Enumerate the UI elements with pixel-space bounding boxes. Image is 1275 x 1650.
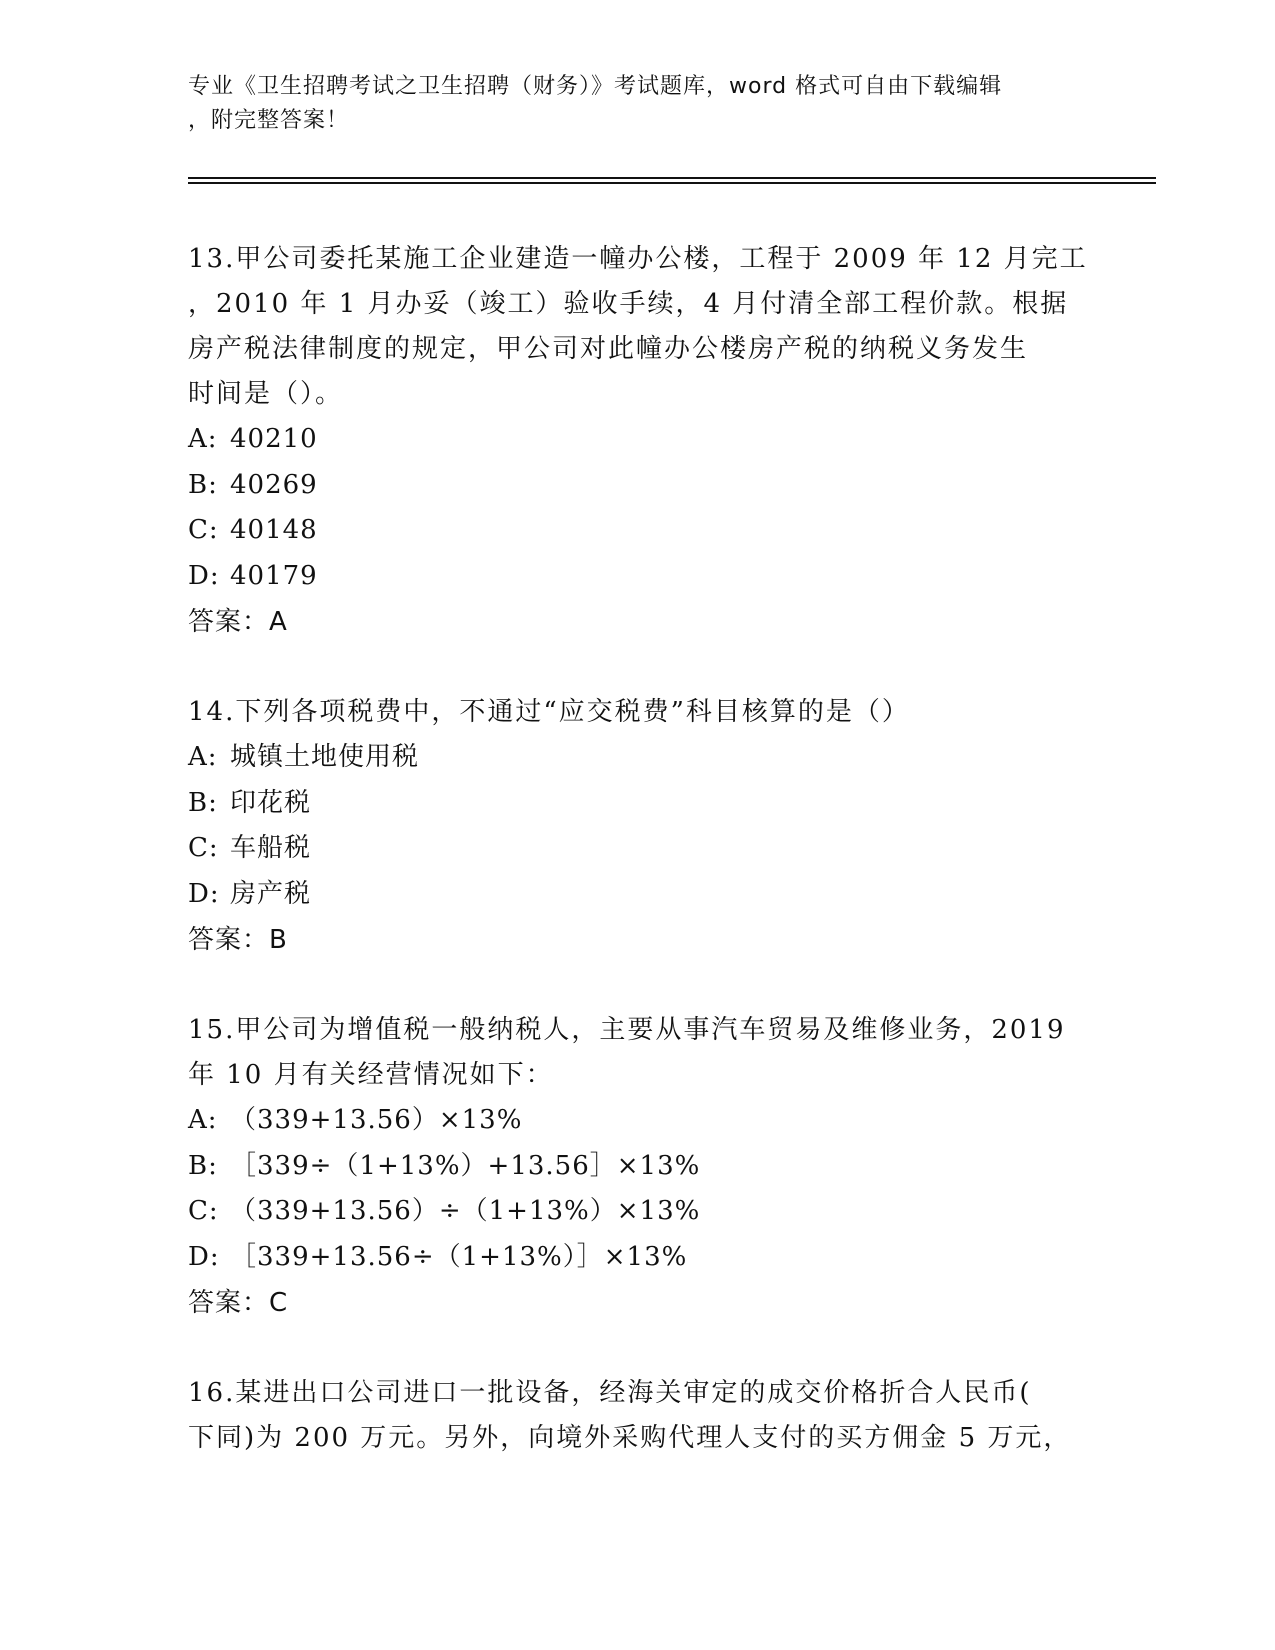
option-b <box>188 463 1088 509</box>
answer-text: 答案：B <box>188 925 288 955</box>
question-block <box>188 1008 1088 1326</box>
option-text: 40179 <box>230 560 318 591</box>
document-header <box>188 70 1088 138</box>
question-line: 14.下列各项税费中，不通过“应交税费”科目核算的是（） <box>188 697 910 727</box>
option-text: 40269 <box>230 469 318 500</box>
question-line: 15.甲公司为增值税一般纳税人，主要从事汽车贸易及维修业务，2019 <box>188 1015 1066 1045</box>
option-text: 印花税 <box>230 787 312 818</box>
option-label: C: <box>188 833 219 863</box>
question-line: 16.某进出口公司进口一批设备，经海关审定的成交价格折合人民币( <box>188 1378 1032 1408</box>
option-label: B: <box>188 469 218 500</box>
question-text <box>188 237 1088 417</box>
option-label: D: <box>188 878 220 909</box>
option-a <box>188 735 1088 781</box>
option-text: 40148 <box>230 515 318 545</box>
question-list <box>188 237 1088 1506</box>
option-b <box>188 1144 1088 1190</box>
option-label: A: <box>188 424 218 454</box>
option-c <box>188 508 1088 554</box>
option-d <box>188 872 1088 918</box>
header-line: 专业《卫生招聘考试之卫生招聘（财务）》考试题库，word 格式可自由下载编辑 <box>188 74 1003 99</box>
option-text: ［339+13.56÷（1+13%）］×13% <box>230 1241 688 1272</box>
option-a <box>188 417 1088 463</box>
option-b <box>188 781 1088 827</box>
option-text: ［339÷（1+13%）+13.56］×13% <box>230 1150 701 1181</box>
option-label: D: <box>188 1241 220 1272</box>
question-line: 下同)为 200 万元。另外，向境外采购代理人支付的买方佣金 5 万元， <box>188 1423 1072 1453</box>
option-label: D: <box>188 560 220 591</box>
question-line: 年 10 月有关经营情况如下： <box>188 1060 554 1090</box>
question-block <box>188 690 1088 963</box>
option-label: C: <box>188 515 219 545</box>
option-text: 车船税 <box>230 833 312 863</box>
option-a <box>188 1098 1088 1144</box>
question-line: 13.甲公司委托某施工企业建造一幢办公楼，工程于 2009 年 12 月完工 <box>188 244 1088 274</box>
question-line: ，2010 年 1 月办妥（竣工）验收手续，4 月付清全部工程价款。根据 <box>188 289 1069 319</box>
question-text <box>188 1008 1088 1098</box>
option-d <box>188 1235 1088 1281</box>
question-block <box>188 237 1088 645</box>
answer-text: 答案：C <box>188 1288 289 1318</box>
option-text: （339+13.56）×13% <box>230 1105 523 1135</box>
option-text: （339+13.56）÷（1+13%）×13% <box>230 1196 701 1226</box>
option-label: B: <box>188 787 218 818</box>
question-text <box>188 1371 1088 1461</box>
option-d <box>188 554 1088 600</box>
option-label: A: <box>188 742 218 772</box>
option-c <box>188 1189 1088 1235</box>
question-block <box>188 1371 1088 1461</box>
question-line: 房产税法律制度的规定，甲公司对此幢办公楼房产税的纳税义务发生 <box>188 334 1029 364</box>
option-c <box>188 826 1088 872</box>
header-divider <box>188 182 1156 184</box>
question-text <box>188 690 1088 735</box>
option-text: 城镇土地使用税 <box>230 742 420 772</box>
option-text: 房产税 <box>230 878 312 909</box>
question-line: 时间是（）。 <box>188 379 344 409</box>
header-divider <box>188 177 1156 179</box>
option-label: B: <box>188 1150 218 1181</box>
header-line: ，附完整答案！ <box>188 108 350 133</box>
option-label: C: <box>188 1196 219 1226</box>
option-label: A: <box>188 1105 218 1135</box>
answer-text: 答案：A <box>188 607 288 637</box>
option-text: 40210 <box>230 424 318 454</box>
